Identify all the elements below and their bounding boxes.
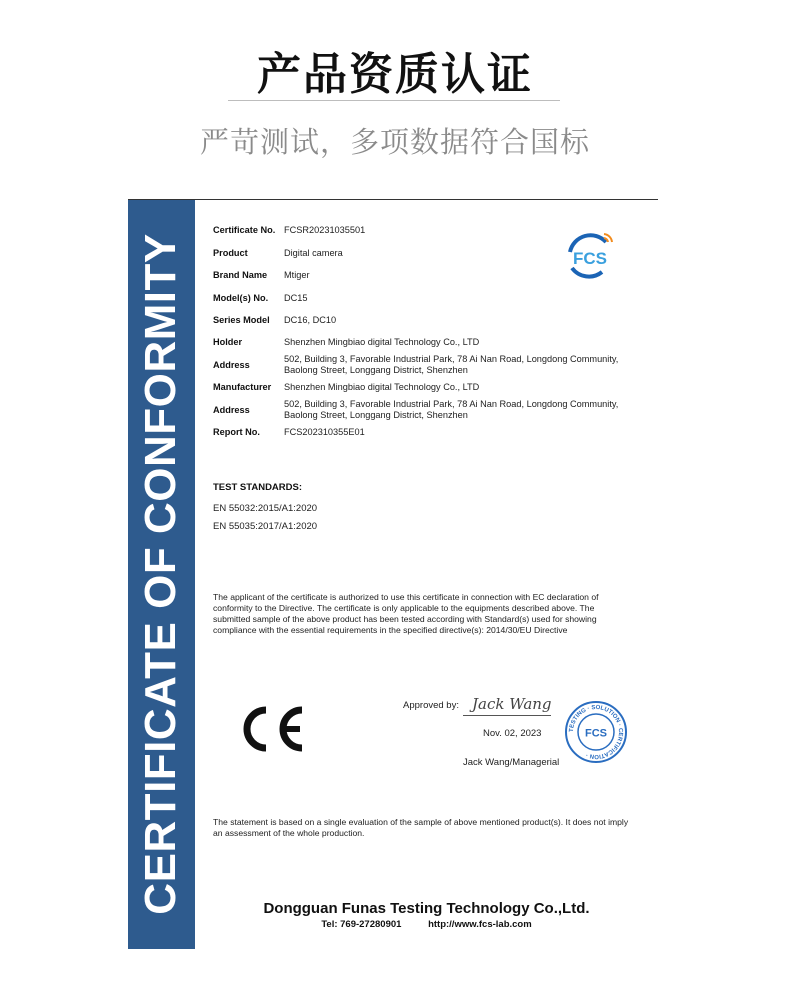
company-name: Dongguan Funas Testing Technology Co.,Ltd. <box>263 900 590 917</box>
signature-icon <box>468 689 554 717</box>
company-tel: Tel: 769-27280901 <box>321 919 402 930</box>
field-value: 502, Building 3, Favorable Industrial Park, 78 Ai Nan Road, Longdong Community, Baolong Street, Longgang District, Shenzhen <box>284 399 619 420</box>
field-label: Report No. <box>213 427 260 437</box>
field-value: Shenzhen Mingbiao digital Technology Co., LTD <box>284 337 480 347</box>
page-subtitle: 严苛测试，多项数据符合国标 <box>199 125 590 159</box>
field-value: Mtiger <box>284 270 310 280</box>
field-value: DC15 <box>284 293 308 303</box>
field-label: Series Model <box>213 315 270 325</box>
fcs-logo-icon <box>560 228 620 288</box>
page-title: 产品资质认证 <box>257 49 533 100</box>
field-label: Brand Name <box>213 270 268 280</box>
seal-center-text: FCS <box>585 727 607 740</box>
field-value: FCS202310355E01 <box>284 427 365 437</box>
statement-text: The statement is based on a single evaluation of the sample of above mentioned product(s). It does not imply an assessment of the whole production. <box>213 817 629 838</box>
test-standards-heading: TEST STANDARDS: <box>213 482 303 493</box>
field-value: 502, Building 3, Favorable Industrial Park, 78 Ai Nan Road, Longdong Community, Baolong Street, Longgang District, Shenzhen <box>284 354 619 375</box>
field-value: Digital camera <box>284 248 343 258</box>
field-label: Manufacturer <box>213 382 272 392</box>
certificate-document <box>128 199 658 949</box>
test-standard-item: EN 55035:2017/A1:2020 <box>213 521 318 532</box>
ce-mark-icon <box>236 703 306 755</box>
field-label: Certificate No. <box>213 225 276 235</box>
field-value: Shenzhen Mingbiao digital Technology Co., LTD <box>284 382 480 392</box>
certification-seal-icon <box>564 700 628 764</box>
field-label: Address <box>213 405 250 415</box>
approved-by-label: Approved by: <box>403 700 459 711</box>
field-value: DC16, DC10 <box>284 315 337 325</box>
seal-outer-text: TESTING · SOLUTION · CERTIFICATION · <box>568 704 624 760</box>
field-value: FCSR20231035501 <box>284 225 366 235</box>
authorization-text: The applicant of the certificate is authorized to use this certificate in connection with EC declaration of conformity to the Directive. The certificate is only applicable to the equipments described above. The submitted sample of the above product has been tested according with Standard(s) used for showing compliance with the essential requirements in the specified directive(s): 2014/30/EU Directive <box>213 592 599 635</box>
field-label: Holder <box>213 337 243 347</box>
signature-text: Jack Wang <box>472 695 552 713</box>
side-band-text: CERTIFICATE OF CONFORMITY <box>136 233 185 915</box>
company-contact <box>128 919 658 930</box>
signature-line <box>463 715 551 716</box>
approval-date: Nov. 02, 2023 <box>483 728 542 739</box>
field-label: Model(s) No. <box>213 293 269 303</box>
signer-name: Jack Wang/Managerial <box>463 757 560 768</box>
company-website: http://www.fcs-lab.com <box>428 919 532 930</box>
field-label: Product <box>213 248 248 258</box>
fcs-logo-text: FCS <box>573 249 607 268</box>
field-label: Address <box>213 360 250 370</box>
title-divider <box>228 100 560 101</box>
test-standard-item: EN 55032:2015/A1:2020 <box>213 503 318 514</box>
side-band <box>128 200 195 949</box>
